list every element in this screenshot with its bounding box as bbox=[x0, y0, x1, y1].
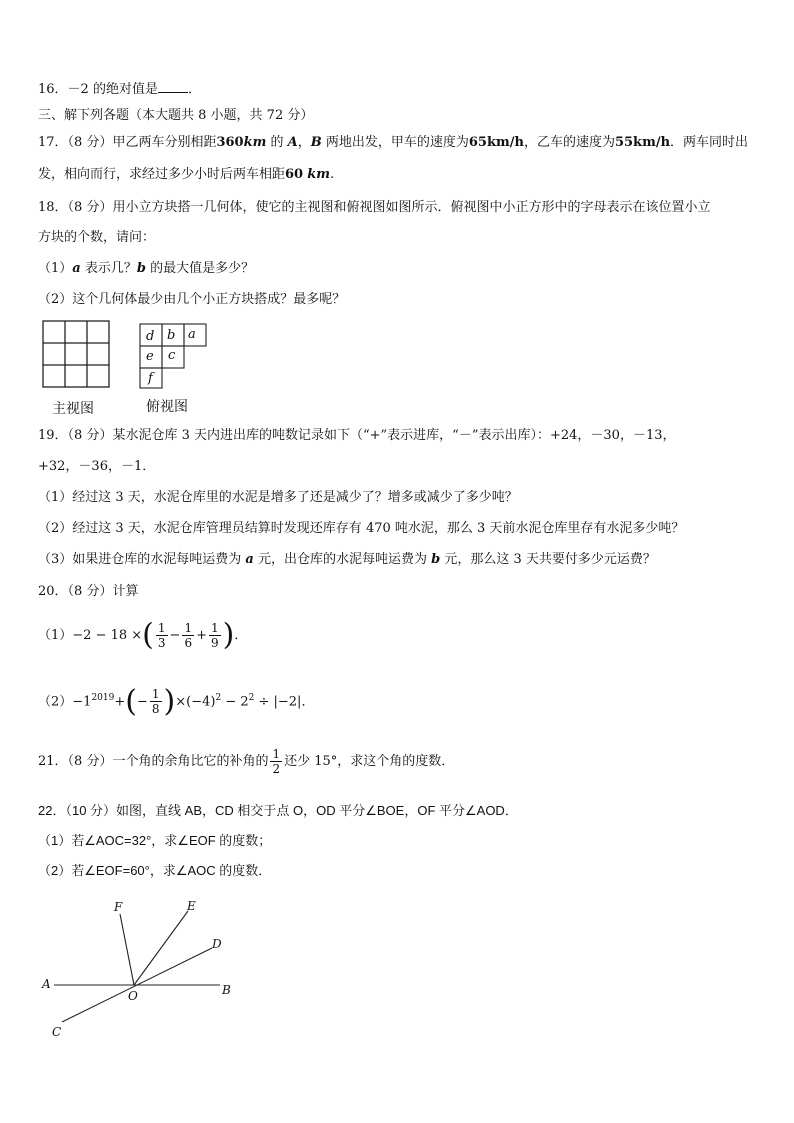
question-19-part3: （3）如果进仓库的水泥每吨运费为 a 元，出仓库的水泥每吨运费为 b 元，那么这 3 天共要付多少元运费？ bbox=[38, 552, 656, 567]
ray-oe bbox=[134, 911, 188, 985]
point-label-b: B bbox=[222, 983, 231, 997]
question-18-line2: 方块的个数，请问： bbox=[38, 230, 156, 245]
point-label-c: C bbox=[52, 1025, 62, 1039]
question-20-part1: （1）−2 − 18 ×( $\frac{1}{3}$ − $\frac{1}{6}$ + $\frac{1}{9}$ )． bbox=[38, 617, 248, 653]
point-label-f: F bbox=[114, 900, 123, 914]
fraction: $\frac{1}{3}$ bbox=[157, 621, 166, 650]
section-header: 三、解下列各题（本大题共 8 小题，共 72 分） bbox=[38, 108, 314, 123]
question-19-line2: +32，－36，－1． bbox=[38, 459, 156, 474]
top-view-figure bbox=[138, 322, 208, 390]
top-view-label-b: b bbox=[167, 328, 176, 343]
ray-of bbox=[120, 914, 134, 985]
answer-blank bbox=[158, 80, 188, 93]
question-19-line1: 19．（8 分）某水泥仓库 3 天内进出库的吨数记录如下（“+”表示进库，“－”表示出库）：+24，－30，－13， bbox=[38, 428, 676, 443]
question-18-line1: 18．（8 分）用小立方块搭一几何体，使它的主视图和俯视图如图所示．俯视图中小正方形中的字母表示在该位置小立 bbox=[38, 200, 711, 215]
angle-figure bbox=[36, 896, 246, 1046]
question-19-part2: （2）经过这 3 天，水泥仓库管理员结算时发现还库存有 470 吨水泥，那么 3 天前水泥仓库里存有水泥多少吨？ bbox=[38, 521, 685, 536]
point-label-d: D bbox=[212, 937, 222, 951]
top-view-label-e: e bbox=[146, 349, 154, 364]
question-18-part2: （2）这个几何体最少由几个小正方块搭成？最多呢？ bbox=[38, 292, 346, 307]
question-22-part2: （2）若∠EOF=60°，求∠AOC 的度数． bbox=[38, 863, 272, 878]
front-view-caption: 主视图 bbox=[52, 401, 94, 417]
question-19-part1: （1）经过这 3 天，水泥仓库里的水泥是增多了还是减少了？增多或减少了多少吨？ bbox=[38, 490, 518, 505]
top-view-label-a: a bbox=[188, 327, 196, 342]
question-17-line2: 发，相向而行，求经过多少小时后两车相距60 km. bbox=[38, 167, 335, 182]
fraction: $\frac{1}{2}$ bbox=[272, 747, 281, 776]
question-17-line1: 17．（8 分）甲乙两车分别相距360km 的 A，B 两地出发，甲车的速度为65km/h，乙车的速度为55km/h．两车同时出 bbox=[38, 135, 749, 150]
point-label-a: A bbox=[42, 977, 51, 991]
front-view-figure bbox=[40, 318, 116, 390]
question-16: 16．－2 的绝对值是 ． bbox=[38, 82, 201, 97]
fraction: $\frac{1}{8}$ bbox=[151, 687, 160, 717]
question-22-line1: 22．（10 分）如图，直线 AB，CD 相交于点 O，OD 平分∠BOE，OF 平分∠AOD． bbox=[38, 803, 518, 818]
point-label-e: E bbox=[187, 899, 196, 913]
fraction: $\frac{1}{6}$ bbox=[184, 621, 193, 650]
top-view-label-d: d bbox=[146, 329, 155, 344]
top-view-label-f: f bbox=[148, 371, 153, 386]
question-21: 21．（8 分）一个角的余角比它的补角的 $\frac{1}{2}$ 还少 15°，求这个角的度数． bbox=[38, 747, 455, 776]
front-view-grid bbox=[43, 321, 109, 387]
point-label-o: O bbox=[128, 989, 138, 1003]
top-view-label-c: c bbox=[168, 348, 176, 363]
question-18-part1: （1）a 表示几？b 的最大值是多少？ bbox=[38, 261, 255, 276]
top-view-caption: 俯视图 bbox=[146, 399, 188, 415]
question-20-title: 20．（8 分）计算 bbox=[38, 584, 139, 599]
fraction: $\frac{1}{9}$ bbox=[210, 621, 219, 650]
question-20-part2: $(2)-1^{2019}+(-$ $\frac{1}{8}$ )$\times(-4)^2 - 2^2 \div |-2|$． bbox=[38, 683, 315, 719]
question-22-part1: （1）若∠AOC=32°，求∠EOF 的度数； bbox=[38, 833, 272, 848]
